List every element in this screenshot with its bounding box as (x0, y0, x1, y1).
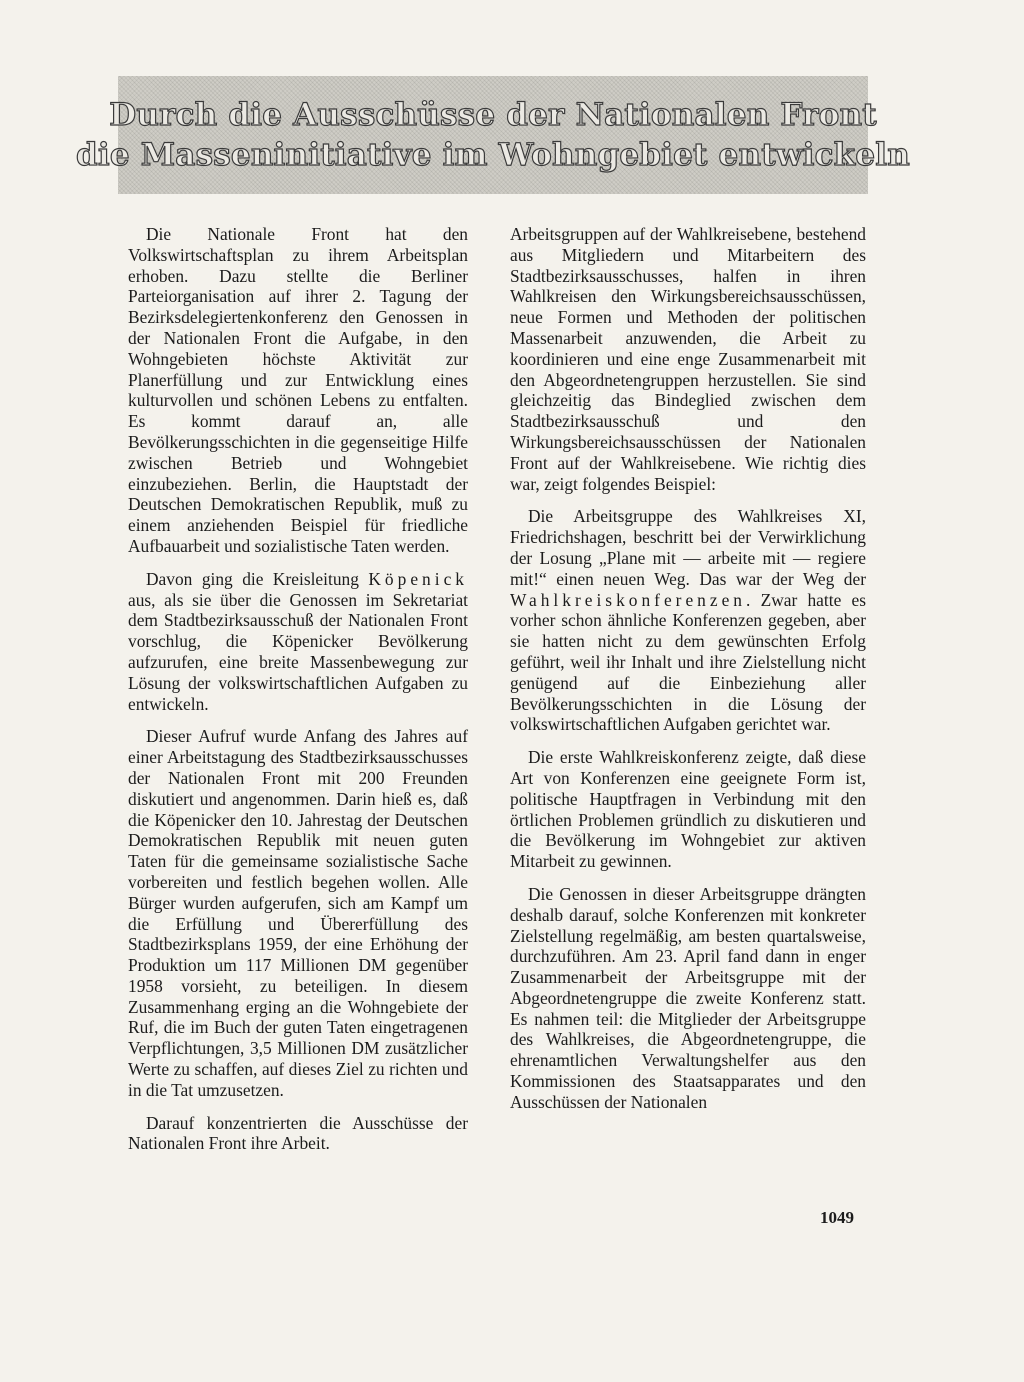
paragraph: Die erste Wahlkreiskonferenz zeigte, daß diese Art von Konferenzen eine geeignete Form ist, politische Hauptfragen in Verbindung mit den örtlichen Problemen gründlich zu diskutieren und die Bevölkerung im Wohngebiet zur aktiven Mitarbeit zu gewinnen. (510, 747, 866, 872)
text-run: Davon ging die Kreisleitung (146, 568, 369, 589)
spaced-text: Köpenick (368, 568, 468, 589)
paragraph: Arbeitsgruppen auf der Wahlkreisebene, bestehend aus Mitgliedern und Mitarbeitern des Stadtbezirksausschusses, halfen in ihren Wahlkreisen den Wirkungsbereichsausschüssen, neue Formen und Methoden der politischen Massenarbeit anzuwenden, die Arbeit zu koordinieren und eine enge Zusammenarbeit mit den Abgeordnetengruppen herzustellen. Sie sind gleichzeitig das Bindeglied zwischen dem Stadtbezirksausschuß und den Wirkungsbereichsausschüssen der Nationalen Front auf der Wahlkreisebene. Wie richtig dies war, zeigt folgendes Beispiel: (510, 224, 866, 494)
right-column (510, 224, 866, 1125)
headline-line-1: Durch die Ausschüsse der Nationalen Front (109, 97, 877, 133)
paragraph (128, 569, 468, 715)
text-run: aus, als sie über die Genossen im Sekretariat dem Stadtbezirksausschuß der Nationalen Front vorschlug, die Köpenicker Bevölkerung aufzurufen, eine breite Massenbewegung zur Lösung der volkswirtschaftlichen Aufgaben zu entwickeln. (128, 589, 468, 714)
paragraph: Die Genossen in dieser Arbeitsgruppe drängten deshalb darauf, solche Konferenzen mit konkreter Zielstellung regelmäßig, am besten quartalsweise, durchzuführen. Am 23. April fand dann in enger Zusammenarbeit der Arbeitsgruppe mit der Abgeordnetengruppe die zweite Konferenz statt. Es nahmen teil: die Mitglieder der Arbeitsgruppe des Wahlkreises, die Abgeordnetengruppe, die ehrenamtlichen Verwaltungshelfer aus den Kommissionen des Staatsapparates und den Ausschüssen der Nationalen (510, 883, 866, 1112)
text-run: . Zwar hatte es vorher schon ähnliche Konferenzen gegeben, aber sie hatten nicht zu dem gewünschten Erfolg geführt, weil ihr Inhalt und ihre Zielstellung nicht genügend auf die Einbeziehung aller Bevölkerungsschichten in die Lösung der volkswirtschaftlichen Aufgaben gerichtet war. (510, 589, 866, 735)
headline-line-2: die Masseninitiative im Wohngebiet entwickeln (76, 137, 910, 173)
paragraph: Darauf konzentrierten die Ausschüsse der Nationalen Front ihre Arbeit. (128, 1112, 468, 1154)
paragraph (510, 506, 866, 735)
page-number: 1049 (820, 1208, 854, 1227)
left-column (128, 224, 468, 1166)
text-run: Die Arbeitsgruppe des Wahlkreises XI, Friedrichshagen, beschritt bei der Verwirklichung der Losung „Plane mit — arbeite mit — regiere mit!“ einen neuen Weg. Das war der Weg der (510, 506, 866, 589)
paragraph: Die Nationale Front hat den Volkswirtschaftsplan zu ihrem Arbeitsplan erhoben. Dazu stellte die Berliner Parteiorganisation auf ihrer 2. Tagung der Bezirksdelegiertenkonferenz den Genossen in der Nationalen Front die Aufgabe, in den Wohngebieten höchste Aktivität zur Planerfüllung und zur Entwicklung eines kulturvollen und schönen Lebens zu entfalten. Es kommt darauf an, alle Bevölkerungsschichten in die gegenseitige Hilfe zwischen Betrieb und Wohngebiet einzubeziehen. Berlin, die Hauptstadt der Deutschen Demokratischen Republik, muß zu einem anziehenden Beispiel für friedliche Aufbauarbeit und sozialistische Taten werden. (128, 224, 468, 556)
spaced-text: Wahlkreiskonferenzen (510, 589, 747, 610)
paragraph: Dieser Aufruf wurde Anfang des Jahres auf einer Arbeitstagung des Stadtbezirksausschusses der Nationalen Front mit 200 Freunden diskutiert und angenommen. Darin hieß es, daß die Köpenicker den 10. Jahrestag der Deutschen Demokratischen Republik mit neuen guten Taten für die gemeinsame sozialistische Sache vorbereiten und festlich begehen wollen. Alle Bürger wurden aufgerufen, sich am Kampf um die Erfüllung und Übererfüllung des Stadtbezirksplans 1959, der eine Erhöhung der Produktion um 117 Millionen DM gegenüber 1958 vorsieht, zu beteiligen. In diesem Zusammenhang erging an die Wohngebiete der Ruf, die im Buch der guten Taten eingetragenen Verpflichtungen, 3,5 Millionen DM zusätzlicher Werte zu schaffen, auf dieses Ziel zu richten und in die Tat umzusetzen. (128, 726, 468, 1100)
headline-box (76, 76, 910, 194)
